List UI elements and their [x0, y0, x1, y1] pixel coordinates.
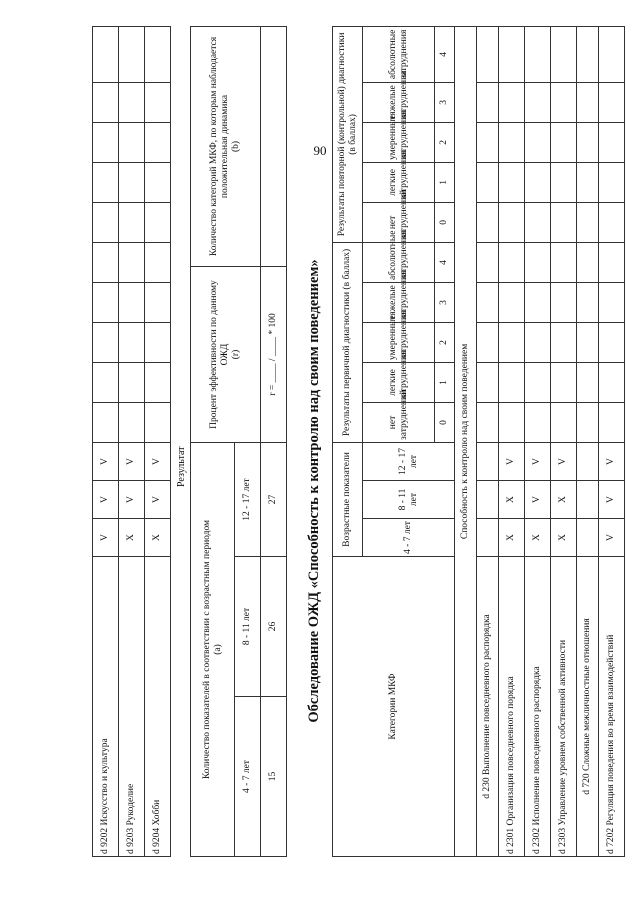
score-cell [577, 122, 599, 162]
score-cell [599, 282, 625, 322]
score-cell [145, 123, 171, 163]
category-code: d 9202 Искусство и культура [93, 557, 119, 857]
result-age-2: 8 - 11 лет [235, 557, 261, 697]
score-cell [145, 283, 171, 323]
score-cell [599, 242, 625, 282]
score-cell [551, 282, 577, 322]
primary-level-header: нет затруднений [363, 402, 435, 442]
section-heading: Обследование ОЖД «Способность к контролю над своим поведением» [306, 259, 322, 723]
result-col-b-title-text: Количество категорий МКФ, по которым наблюдается положительная динамика [209, 36, 231, 257]
age-mark [577, 519, 599, 557]
score-cell [499, 242, 525, 282]
score-cell [477, 162, 499, 202]
score-cell [551, 82, 577, 122]
score-cell [499, 282, 525, 322]
age-mark: X [499, 519, 525, 557]
score-cell [93, 403, 119, 443]
top-table-row [145, 27, 171, 857]
result-col-b-header-cell [191, 27, 261, 267]
score-cell [93, 83, 119, 123]
score-cell [119, 123, 145, 163]
score-cell [477, 26, 499, 82]
score-cell [93, 123, 119, 163]
score-cell [499, 162, 525, 202]
top-table-row [119, 27, 145, 857]
result-age-3: 12 - 17 лет [235, 443, 261, 557]
age-mark: V [599, 519, 625, 557]
score-cell [477, 242, 499, 282]
result-grid [190, 26, 287, 857]
score-cell [499, 362, 525, 402]
score-cell [477, 122, 499, 162]
main-age-3: 12 - 17 лет [363, 442, 455, 480]
repeat-level-header: легкие затруднения [363, 162, 435, 202]
page-number: 90 [313, 143, 327, 158]
age-mark [477, 481, 499, 519]
result-label: Результат [176, 446, 187, 487]
score-cell [577, 282, 599, 322]
score-cell [145, 203, 171, 243]
score-cell [577, 362, 599, 402]
age-mark: V [93, 519, 119, 557]
score-cell [577, 26, 599, 82]
score-cell [551, 402, 577, 442]
score-cell [477, 202, 499, 242]
score-cell [599, 202, 625, 242]
score-cell [599, 82, 625, 122]
score-cell [551, 362, 577, 402]
score-cell [599, 122, 625, 162]
score-cell [477, 362, 499, 402]
repeat-score: 4 [435, 26, 455, 82]
primary-level-header: абсолютные затруднения [363, 242, 435, 282]
main-table-row [577, 26, 599, 856]
score-cell [551, 202, 577, 242]
category-code: d 2302 Исполнение повседневного распорядка [525, 557, 551, 857]
score-cell [477, 322, 499, 362]
primary-level-header: умеренные затруднения [363, 322, 435, 362]
result-col-a-title-text: Количество показателей в соответствии с возрастным периодом [201, 519, 212, 780]
main-header-ages: Возрастные показатели [333, 442, 363, 556]
repeat-level-header: абсолютные затруднения [363, 26, 435, 82]
main-table-row [499, 26, 525, 856]
score-cell [599, 322, 625, 362]
repeat-level-header: умеренные затруднения [363, 122, 435, 162]
score-cell [525, 82, 551, 122]
age-mark: V [145, 481, 171, 519]
score-cell [577, 322, 599, 362]
result-col-r-header-cell [191, 267, 261, 443]
score-cell [499, 82, 525, 122]
main-table-row [477, 26, 499, 856]
score-cell [93, 203, 119, 243]
score-cell [93, 27, 119, 83]
age-mark: V [551, 442, 577, 480]
category-code: d 9204 Хобби [145, 557, 171, 857]
primary-score: 4 [435, 242, 455, 282]
score-cell [119, 323, 145, 363]
score-cell [477, 82, 499, 122]
category-code: d 9203 Рукоделие [119, 557, 145, 857]
result-value-1: 15 [261, 697, 287, 857]
score-cell [119, 163, 145, 203]
score-cell [145, 403, 171, 443]
score-cell [499, 26, 525, 82]
category-code: d 2301 Организация повседневного порядка [499, 557, 525, 857]
repeat-score: 0 [435, 202, 455, 242]
age-mark: X [551, 519, 577, 557]
score-cell [525, 282, 551, 322]
main-header-category: Категории МКФ [333, 557, 455, 857]
score-cell [145, 83, 171, 123]
category-code: d 720 Сложные межличностные отношения [577, 557, 599, 857]
age-mark: V [525, 442, 551, 480]
score-cell [119, 203, 145, 243]
result-age-1: 4 - 7 лет [235, 697, 261, 857]
section-row [455, 26, 477, 856]
score-cell [551, 242, 577, 282]
age-mark: X [119, 519, 145, 557]
result-col-r-sub-text: (r) [230, 349, 241, 360]
score-cell [577, 402, 599, 442]
result-value-3: 27 [261, 443, 287, 557]
score-cell [599, 402, 625, 442]
top-table [92, 26, 171, 857]
primary-level-header: легкие затруднения [363, 362, 435, 402]
score-cell [93, 243, 119, 283]
score-cell [477, 282, 499, 322]
result-value-2: 26 [261, 557, 287, 697]
age-mark: V [119, 481, 145, 519]
score-cell [145, 27, 171, 83]
age-mark: V [93, 481, 119, 519]
score-cell [551, 162, 577, 202]
score-cell [93, 283, 119, 323]
score-cell [525, 322, 551, 362]
age-mark: V [499, 442, 525, 480]
score-cell [525, 402, 551, 442]
score-cell [499, 122, 525, 162]
age-mark [477, 442, 499, 480]
age-mark: V [525, 481, 551, 519]
result-col-b-sub-text: (b) [230, 140, 241, 153]
main-table-row [551, 26, 577, 856]
score-cell [525, 122, 551, 162]
score-cell [145, 163, 171, 203]
rotated-page-content [82, 27, 617, 857]
main-table-row [599, 26, 625, 856]
score-cell [119, 403, 145, 443]
age-mark: X [145, 519, 171, 557]
score-cell [119, 27, 145, 83]
score-cell [525, 362, 551, 402]
score-cell [93, 163, 119, 203]
score-cell [551, 322, 577, 362]
score-cell [551, 26, 577, 82]
top-table-row [93, 27, 119, 857]
main-age-1: 4 - 7 лет [363, 519, 455, 557]
score-cell [599, 26, 625, 82]
category-code: d 7202 Регуляция поведения во время взаимодействий [599, 557, 625, 857]
main-header-repeat: Результаты повторной (контрольной) диагностики (в баллах) [333, 26, 363, 242]
score-cell [577, 162, 599, 202]
score-cell [577, 82, 599, 122]
score-cell [525, 242, 551, 282]
age-mark: V [599, 442, 625, 480]
primary-score: 0 [435, 402, 455, 442]
main-table-row [525, 26, 551, 856]
repeat-level-header: нет затруднений [363, 202, 435, 242]
result-col-r-title-text: Процент эффективности по данному ОЖД [209, 280, 231, 429]
age-mark: V [93, 443, 119, 481]
age-mark: V [599, 481, 625, 519]
age-mark: V [145, 443, 171, 481]
result-b-value [261, 27, 287, 267]
result-col-a-sub-text: (a) [212, 644, 223, 655]
score-cell [119, 363, 145, 403]
repeat-score: 3 [435, 82, 455, 122]
age-mark [577, 481, 599, 519]
repeat-score: 2 [435, 122, 455, 162]
score-cell [93, 363, 119, 403]
score-cell [599, 162, 625, 202]
age-mark: X [551, 481, 577, 519]
score-cell [577, 202, 599, 242]
score-cell [145, 243, 171, 283]
score-cell [145, 363, 171, 403]
main-age-2: 8 - 11 лет [363, 481, 455, 519]
age-mark: X [525, 519, 551, 557]
score-cell [551, 122, 577, 162]
primary-score: 1 [435, 362, 455, 402]
main-header-primary: Результаты первичной диагностики (в баллах) [333, 242, 363, 442]
age-mark [577, 442, 599, 480]
score-cell [119, 243, 145, 283]
score-cell [499, 202, 525, 242]
score-cell [525, 202, 551, 242]
age-mark [477, 519, 499, 557]
score-cell [477, 402, 499, 442]
repeat-score: 1 [435, 162, 455, 202]
age-mark: V [119, 443, 145, 481]
category-code: d 2303 Управление уровнем собственной активности [551, 557, 577, 857]
score-cell [525, 26, 551, 82]
category-code: d 230 Выполнение повседневного распорядка [477, 557, 499, 857]
result-col-a-header-cell [191, 443, 235, 857]
result-formula: r = ____ / ____ * 100 [261, 267, 287, 443]
score-cell [499, 402, 525, 442]
score-cell [93, 323, 119, 363]
score-cell [119, 283, 145, 323]
score-cell [119, 83, 145, 123]
primary-score: 3 [435, 282, 455, 322]
score-cell [145, 323, 171, 363]
score-cell [599, 362, 625, 402]
primary-level-header: тяжелые затруднения [363, 282, 435, 322]
score-cell [525, 162, 551, 202]
primary-score: 2 [435, 322, 455, 362]
repeat-level-header: тяжелые затруднения [363, 82, 435, 122]
score-cell [577, 242, 599, 282]
age-mark: X [499, 481, 525, 519]
main-table [332, 26, 625, 857]
section-label: Способность к контролю над своим поведением [455, 26, 477, 856]
score-cell [499, 322, 525, 362]
